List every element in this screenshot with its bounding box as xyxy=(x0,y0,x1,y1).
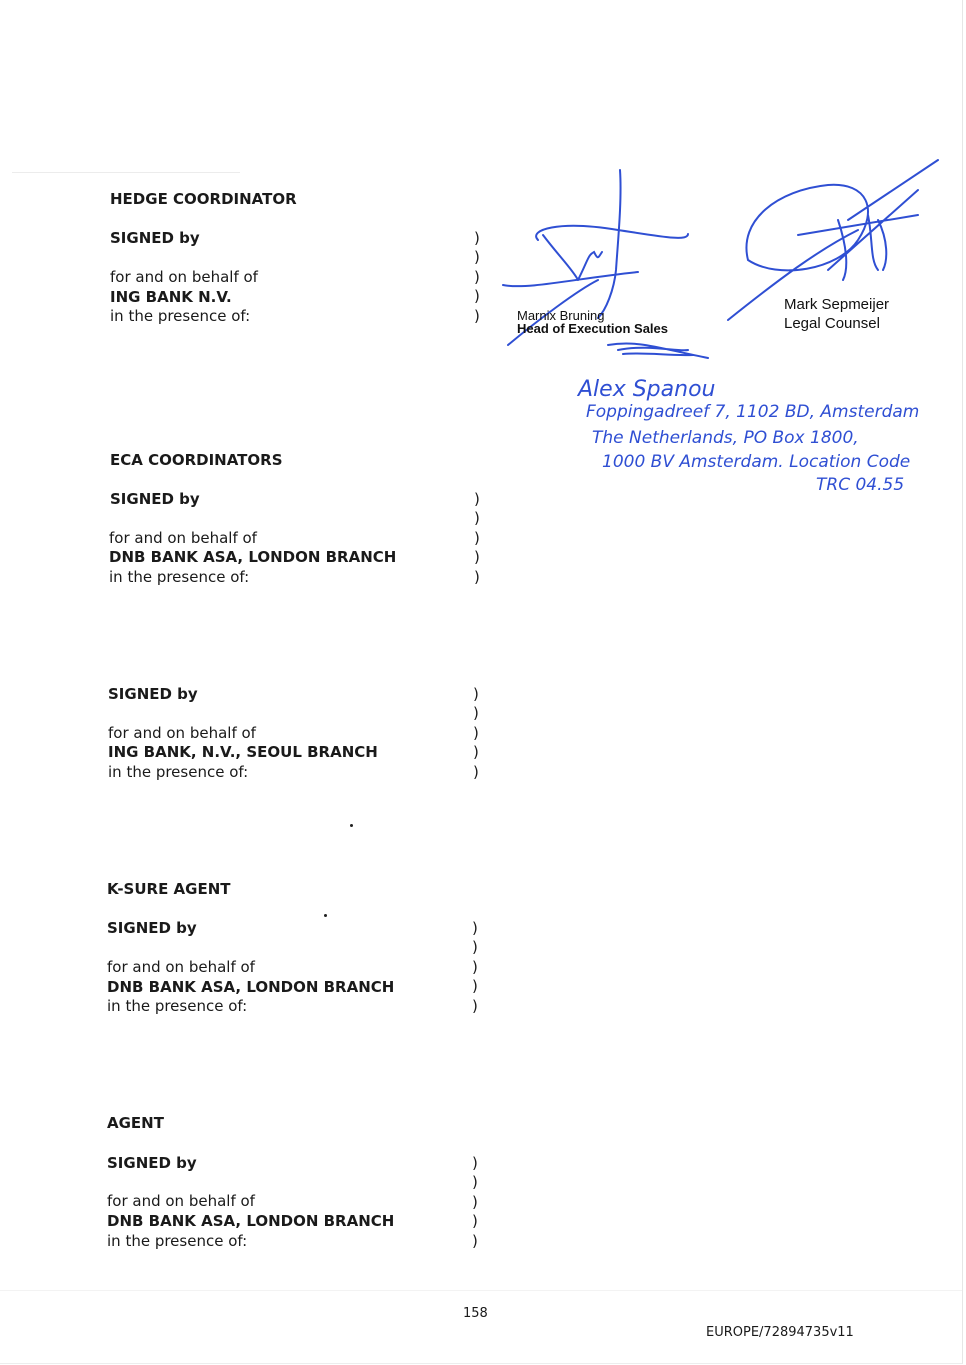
entity-name: DNB BANK ASA, LONDON BRANCH xyxy=(107,1212,395,1230)
presence-label: in the presence of: xyxy=(110,307,251,325)
signed-by-label: SIGNED by xyxy=(108,685,198,703)
entity-name: DNB BANK ASA, LONDON BRANCH xyxy=(109,548,397,566)
on-behalf-label: for and on behalf of xyxy=(107,958,255,976)
bracket-column: ) ) ) ) ) xyxy=(472,919,478,1015)
bracket-column: ) ) ) ) ) xyxy=(472,1154,478,1250)
document-reference: EUROPE/72894735v11 xyxy=(706,1325,854,1340)
bracket-column: ) ) ) ) ) xyxy=(474,229,480,325)
on-behalf-label: for and on behalf of xyxy=(109,529,257,547)
presence-label: in the presence of: xyxy=(109,568,250,586)
signed-by-label: SIGNED by xyxy=(110,229,200,247)
signatory-title: Legal Counsel xyxy=(784,315,880,332)
scan-artifact-line xyxy=(0,1290,962,1291)
entity-name: ING BANK N.V. xyxy=(110,288,232,306)
scan-artifact-line xyxy=(12,172,240,173)
block-heading: AGENT xyxy=(107,1114,164,1132)
stray-mark xyxy=(324,914,327,917)
stray-mark xyxy=(350,824,353,827)
signed-by-label: SIGNED by xyxy=(110,490,200,508)
on-behalf-label: for and on behalf of xyxy=(110,268,258,286)
signed-by-label: SIGNED by xyxy=(107,1154,197,1172)
signatory-name: Mark Sepmeijer xyxy=(784,296,890,313)
witness-address-handwritten: The Netherlands, PO Box 1800, xyxy=(592,428,859,448)
presence-label: in the presence of: xyxy=(107,997,248,1015)
signatory-name: Marnix Bruning xyxy=(517,308,605,323)
signed-by-label: SIGNED by xyxy=(107,919,197,937)
page-number: 158 xyxy=(463,1306,488,1321)
block-heading: HEDGE COORDINATOR xyxy=(110,190,297,208)
block-heading: K-SURE AGENT xyxy=(107,880,231,898)
presence-label: in the presence of: xyxy=(108,763,249,781)
on-behalf-label: for and on behalf of xyxy=(108,724,256,742)
witness-location-code-handwritten: TRC 04.55 xyxy=(816,475,905,495)
on-behalf-label: for and on behalf of xyxy=(107,1192,255,1210)
block-heading: ECA COORDINATORS xyxy=(110,451,283,469)
bracket-column: ) ) ) ) ) xyxy=(473,685,479,781)
witness-address-handwritten: Foppingadreef 7, 1102 BD, Amsterdam xyxy=(586,402,920,422)
entity-name: ING BANK, N.V., SEOUL BRANCH xyxy=(108,743,378,761)
bracket-column: ) ) ) ) ) xyxy=(474,490,480,586)
signatory-title: Head of Execution Sales xyxy=(517,321,668,336)
entity-name: DNB BANK ASA, LONDON BRANCH xyxy=(107,978,395,996)
presence-label: in the presence of: xyxy=(107,1232,248,1250)
witness-name-handwritten: Alex Spanou xyxy=(578,377,716,402)
witness-address-handwritten: 1000 BV Amsterdam. Location Code xyxy=(602,452,911,472)
